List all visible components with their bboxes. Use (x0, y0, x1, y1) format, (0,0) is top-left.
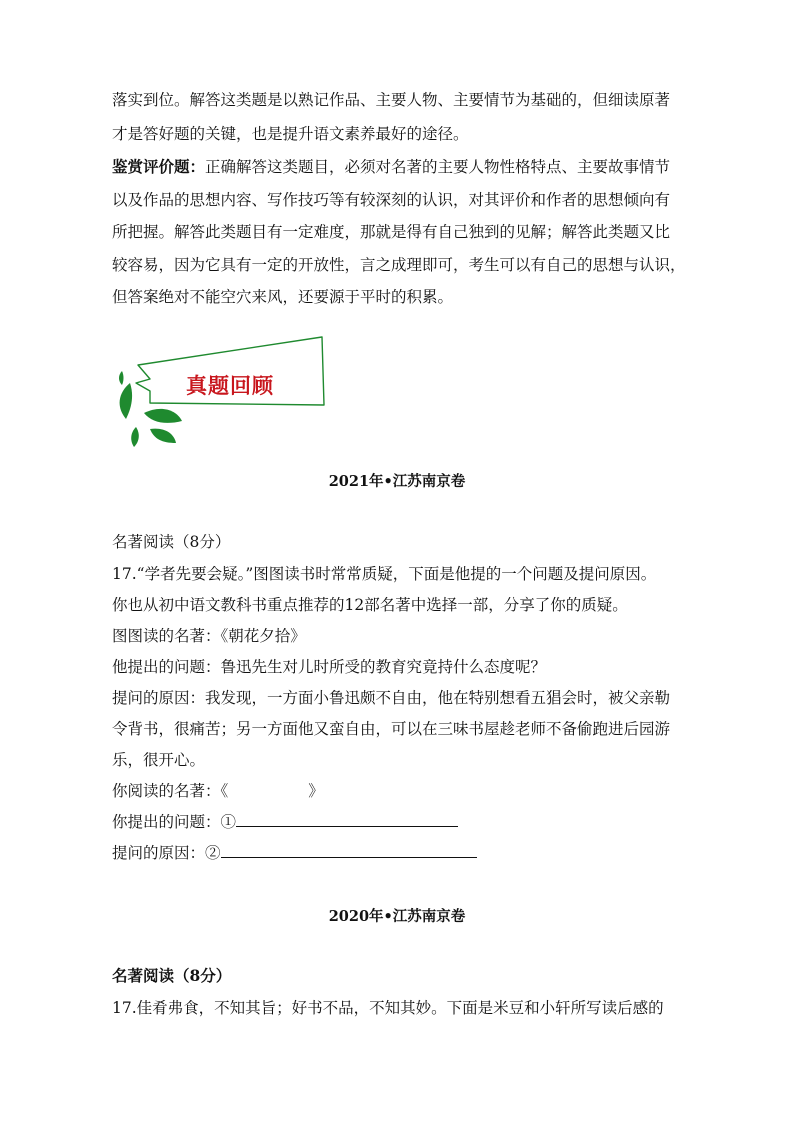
exam-2021-section: 名著阅读（8分） (112, 533, 231, 551)
your-reason-line (112, 843, 477, 863)
exam-2020-question-line-1: 17.佳肴弗食，不知其旨；好书不品，不知其妙。下面是米豆和小轩所写读后感的 (112, 999, 664, 1017)
your-book-suffix: 》 (308, 782, 324, 800)
intro-line-5: 所把握。解答此类题目有一定难度，那就是得有自己独到的见解；解答此类题又比 (112, 223, 671, 241)
question-answer-blank[interactable] (236, 812, 458, 827)
your-reason-label: 提问的原因：② (112, 844, 221, 862)
exam-2021-question-line-1: 17.“学者先要会疑。”图图读书时常常质疑，下面是他提的一个问题及提问原因。 (112, 565, 657, 583)
exam-2021-book: 图图读的名著：《朝花夕拾》 (112, 627, 306, 645)
intro-line-3 (112, 157, 670, 177)
exam-2021-reason-line-3: 乐，很开心。 (112, 751, 206, 769)
exam-2020-section: 名著阅读（8分） (112, 966, 232, 985)
your-question-line (112, 812, 458, 832)
intro-line-4: 以及作品的思想内容、写作技巧等有较深刻的认识，对其评价和作者的思想倾向有 (112, 191, 671, 209)
appraisal-text: 正确解答这类题目，必须对名著的主要人物性格特点、主要故事情节 (205, 158, 671, 176)
banner-title: 真题回顾 (186, 373, 274, 398)
your-question-label: 你提出的问题：① (112, 813, 237, 831)
exam-2021-heading: 2021年•江苏南京卷 (328, 473, 466, 490)
exam-2021-question-line-2: 你也从初中语文教科书重点推荐的12部名著中选择一部，分享了你的质疑。 (112, 596, 628, 614)
exam-2020-heading: 2020年•江苏南京卷 (328, 908, 466, 925)
reason-answer-blank[interactable] (221, 843, 477, 858)
intro-line-1: 落实到位。解答这类题是以熟记作品、主要人物、主要情节为基础的，但细读原著 (112, 91, 671, 109)
your-book-prefix: 你阅读的名著：《 (112, 782, 229, 800)
intro-line-7: 但答案绝对不能空穴来风，还要源于平时的积累。 (112, 288, 454, 306)
exam-2021-reason-line-2: 令背书，很痛苦；另一方面他又蛮自由，可以在三味书屋趁老师不备偷跑进后园游 (112, 720, 671, 738)
intro-line-2: 才是答好题的关键，也是提升语文素养最好的途径。 (112, 125, 469, 143)
exam-2021-reason-line-1: 提问的原因：我发现，一方面小鲁迅颇不自由，他在特别想看五猖会时，被父亲勒 (112, 689, 671, 707)
your-book-line (112, 781, 324, 801)
appraisal-label: 鉴赏评价题： (112, 157, 206, 176)
intro-line-6: 较容易，因为它具有一定的开放性，言之成理即可，考生可以有自己的思想与认识， (112, 256, 686, 274)
exam-2021-question: 他提出的问题：鲁迅先生对儿时所受的教育究竟持什么态度呢？ (112, 658, 547, 676)
